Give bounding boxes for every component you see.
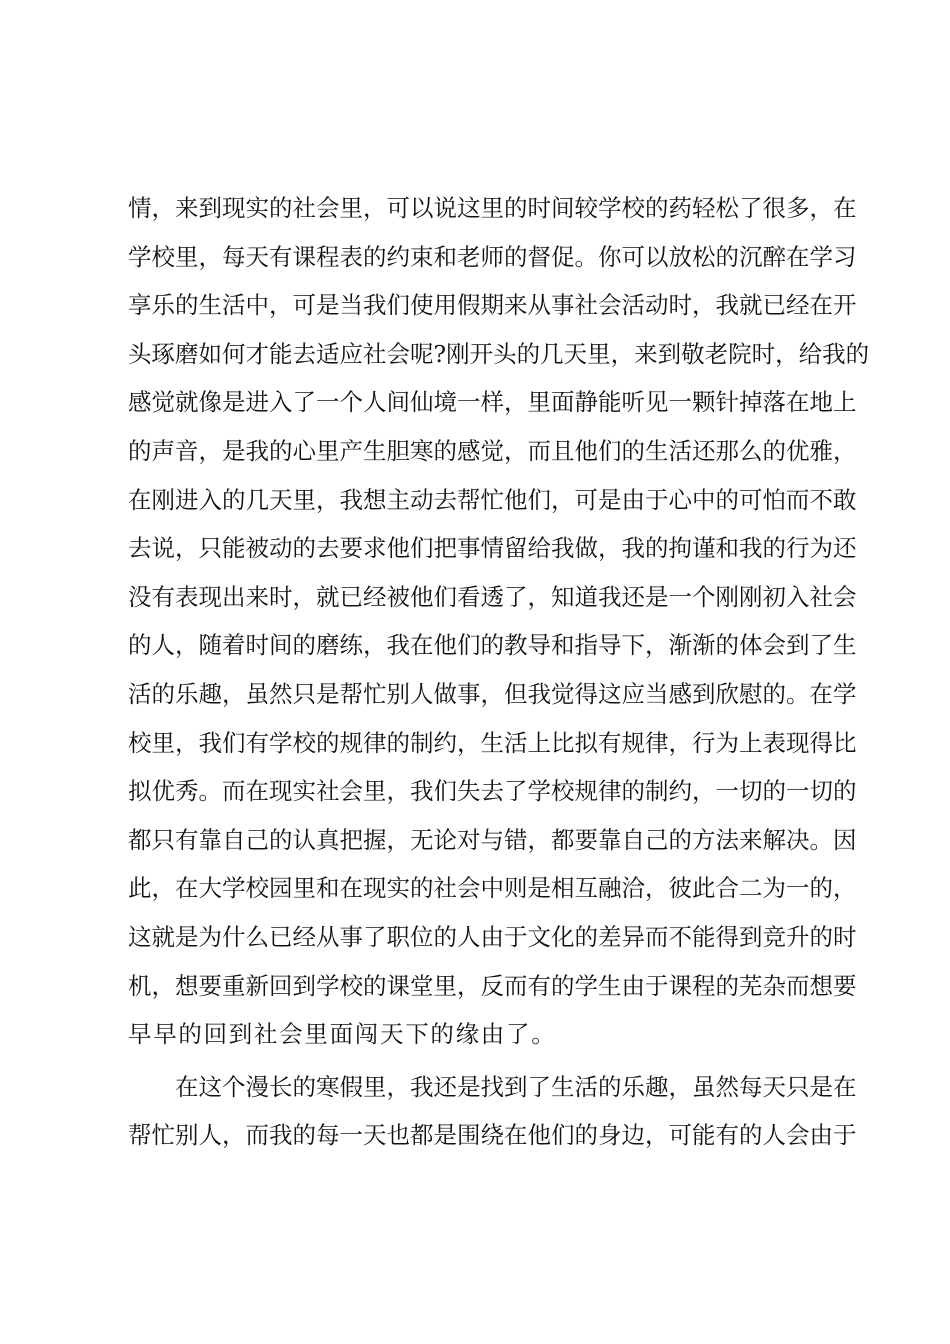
text-line: 的人，随着时间的磨练，我在他们的教导和指导下，渐渐的体会到了生 — [128, 631, 857, 660]
text-line: 享乐的生活中，可是当我们使用假期来从事社会活动时，我就已经在开 — [128, 291, 857, 320]
text-line: 没有表现出来时，就已经被他们看透了，知道我还是一个刚刚初入社会 — [128, 582, 857, 611]
text-line: 都只有靠自己的认真把握，无论对与错，都要靠自己的方法来解决。因 — [128, 825, 857, 854]
text-line: 帮忙别人，而我的每一天也都是围绕在他们的身边，可能有的人会由于 — [128, 1121, 857, 1150]
text-line: 去说，只能被动的去要求他们把事情留给我做，我的拘谨和我的行为还 — [128, 534, 857, 563]
text-line: 学校里，每天有课程表的约束和老师的督促。你可以放松的沉醉在学习 — [128, 242, 857, 271]
paragraph-1 — [128, 184, 870, 1059]
text-line: 情，来到现实的社会里，可以说这里的时间较学校的药轻松了很多，在 — [128, 194, 857, 222]
text-line: 校里，我们有学校的规律的制约，生活上比拟有规律，行为上表现得比 — [128, 728, 857, 757]
text-line: 的声音，是我的心里产生胆寒的感觉，而且他们的生活还那么的优雅， — [128, 436, 857, 465]
text-line-last: 早早的回到社会里面闯天下的缘由了。 — [128, 1020, 557, 1049]
text-line: 拟优秀。而在现实社会里，我们失去了学校规律的制约，一切的一切的 — [128, 777, 857, 806]
text-line: 这就是为什么已经从事了职位的人由于文化的差异而不能得到竞升的时 — [128, 922, 857, 951]
text-line: 头琢磨如何才能去适应社会呢?刚开头的几天里，来到敬老院时，给我的 — [128, 339, 870, 368]
text-line: 此，在大学校园里和在现实的社会中则是相互融洽，彼此合二为一的， — [128, 874, 857, 903]
text-line: 感觉就像是进入了一个人间仙境一样，里面静能听见一颗针掉落在地上 — [128, 388, 857, 417]
text-line: 活的乐趣，虽然只是帮忙别人做事，但我觉得这应当感到欣慰的。在学 — [128, 679, 857, 708]
text-line: 在刚进入的几天里，我想主动去帮忙他们，可是由于心中的可怕而不敢 — [128, 485, 857, 514]
text-line-indented: 在这个漫长的寒假里，我还是找到了生活的乐趣，虽然每天只是在 — [128, 1072, 857, 1101]
paragraph-2 — [128, 1063, 857, 1160]
document-body — [128, 184, 870, 1160]
text-line: 机，想要重新回到学校的课堂里，反而有的学生由于课程的芜杂而想要 — [128, 971, 857, 1000]
